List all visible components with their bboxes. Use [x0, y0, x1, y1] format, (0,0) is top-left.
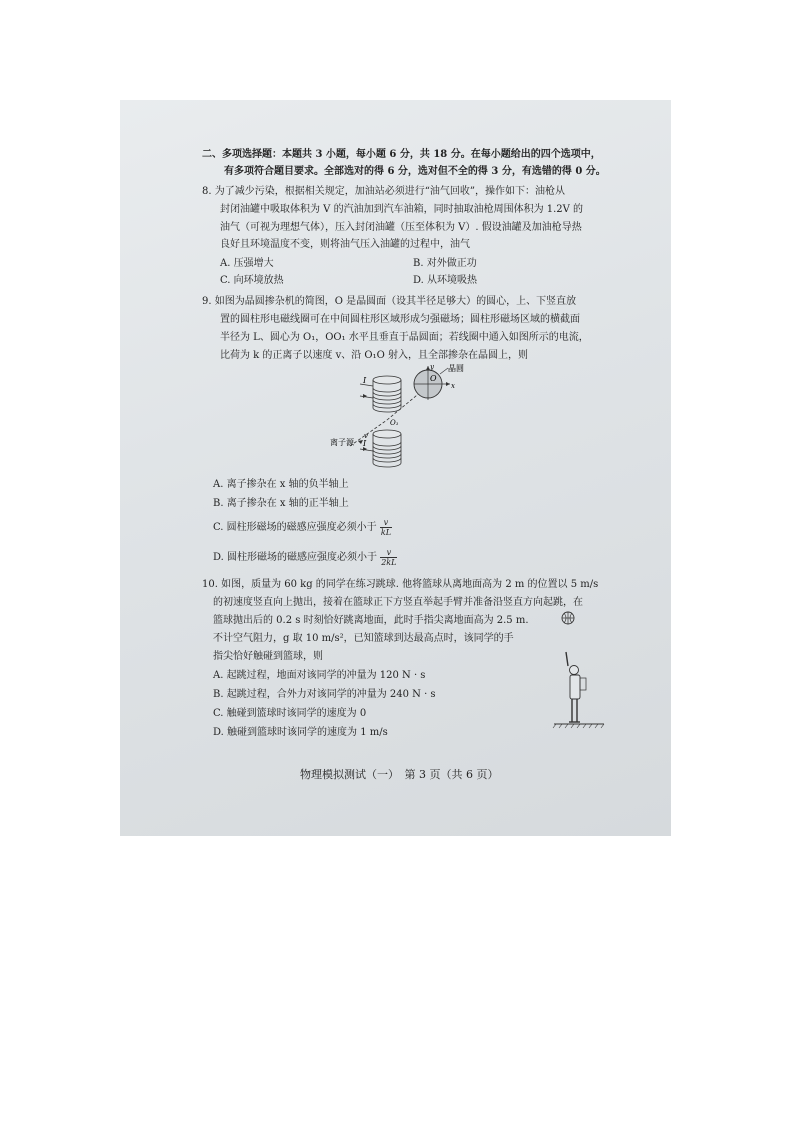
- q9-line-3: 半径为 L、圆心为 O₁，OO₁ 水平且垂直于晶圆面；若线圈中通入如图所示的电流，: [220, 332, 589, 343]
- q9-option-c: [213, 518, 392, 537]
- y-axis-label: y: [430, 363, 434, 371]
- section-header-line-1: 二、多项选择题：本题共 3 小题，每小题 6 分，共 18 分。在每小题给出的四个选项中，: [202, 149, 601, 160]
- q10-line-2: 的初速度竖直向上抛出，接着在篮球正下方竖直举起手臂并准备沿竖直方向起跳，在: [213, 597, 583, 608]
- origin-label: O: [430, 374, 437, 383]
- q10-line-3: 篮球抛出后的 0.2 s 时刻恰好跳离地面，此时手指尖离地面高为 2.5 m.: [213, 615, 529, 626]
- q8-option-a: A. 压强增大: [220, 258, 274, 269]
- q9-d-numerator: v: [380, 548, 397, 558]
- q10-option-c: C. 触碰到篮球时该同学的速度为 0: [213, 708, 367, 719]
- q8-line-3: 油气（可视为理想气体），压入封闭油罐（压至体积为 V）. 假设油罐及加油枪导热: [220, 222, 582, 233]
- q9-option-c-text: C. 圆柱形磁场的磁感应强度必须小于: [213, 522, 377, 533]
- q10-line-5: 指尖恰好触碰到篮球，则: [213, 651, 323, 662]
- q9-d-denominator: 2kL: [381, 558, 397, 567]
- x-axis-label: x: [451, 382, 455, 390]
- o1-label: O₁: [390, 419, 399, 427]
- current-label-lower: I: [363, 439, 367, 448]
- q9-line-2: 置的圆柱形电磁线圈可在中间圆柱形区域形成匀强磁场；圆柱形磁场区域的横截面: [220, 314, 580, 325]
- basketball-icon: [562, 612, 574, 624]
- q9-option-d-fraction: [380, 548, 397, 567]
- q9-option-b: B. 离子掺杂在 x 轴的正半轴上: [213, 498, 349, 509]
- q8-option-c: C. 向环境放热: [220, 275, 284, 286]
- q9-line-1: 9. 如图为晶圆掺杂机的简图，O 是晶圆面（设其半径足够大）的圆心，上、下竖直放: [202, 296, 577, 307]
- q9-option-d: [213, 548, 397, 567]
- q8-option-d: D. 从环境吸热: [413, 275, 478, 286]
- q9-line-4: 比荷为 k 的正离子以速度 v、沿 O₁O 射入，且全部掺杂在晶圆上，则: [220, 350, 529, 361]
- q9-doping-machine-figure: [330, 362, 480, 474]
- q10-line-4: 不计空气阻力，g 取 10 m/s²，已知篮球到达最高点时，该同学的手: [213, 633, 514, 644]
- q8-line-1: 8. 为了减少污染，根据相关规定，加油站必须进行“油气回收”，操作如下：油枪从: [202, 186, 565, 197]
- velocity-label: v: [364, 432, 368, 440]
- wafer-icon: [414, 366, 450, 400]
- q10-option-a: A. 起跳过程，地面对该同学的冲量为 120 N · s: [213, 670, 426, 681]
- q10-line-1: 10. 如图，质量为 60 kg 的同学在练习跳球. 他将篮球从离地面高为 2 m 的位置以 5 m/s: [202, 579, 599, 590]
- q8-line-4: 良好且环境温度不变，则将油气压入油罐的过程中，油气: [220, 239, 470, 250]
- page-footer: 物理模拟测试（一） 第 3 页（共 6 页）: [300, 768, 499, 781]
- exam-page-photo: [120, 100, 671, 836]
- student-icon: [566, 652, 586, 722]
- ion-source-label: 离子源: [330, 438, 354, 447]
- q9-c-denominator: kL: [380, 528, 392, 537]
- q9-option-d-text: D. 圆柱形磁场的磁感应强度必须小于: [213, 552, 378, 563]
- q9-option-a: A. 离子掺杂在 x 轴的负半轴上: [213, 479, 349, 490]
- q9-c-numerator: v: [380, 518, 392, 528]
- q8-option-b: B. 对外做正功: [413, 258, 477, 269]
- wafer-label: 晶圆: [448, 364, 464, 373]
- q8-line-2: 封闭油罐中吸取体积为 V 的汽油加到汽车油箱，同时抽取油枪周围体积为 1.2V 的: [220, 204, 584, 215]
- current-label: I: [363, 376, 367, 385]
- q10-option-b: B. 起跳过程，合外力对该同学的冲量为 240 N · s: [213, 689, 436, 700]
- q10-student-basketball-figure: [552, 608, 608, 736]
- q10-option-d: D. 触碰到篮球时该同学的速度为 1 m/s: [213, 727, 388, 738]
- section-header-line-2: 有多项符合题目要求。全部选对的得 6 分，选对但不全的得 3 分，有选错的得 0 分。: [224, 166, 606, 177]
- ground-icon: [553, 724, 604, 728]
- q9-option-c-fraction: [380, 518, 392, 537]
